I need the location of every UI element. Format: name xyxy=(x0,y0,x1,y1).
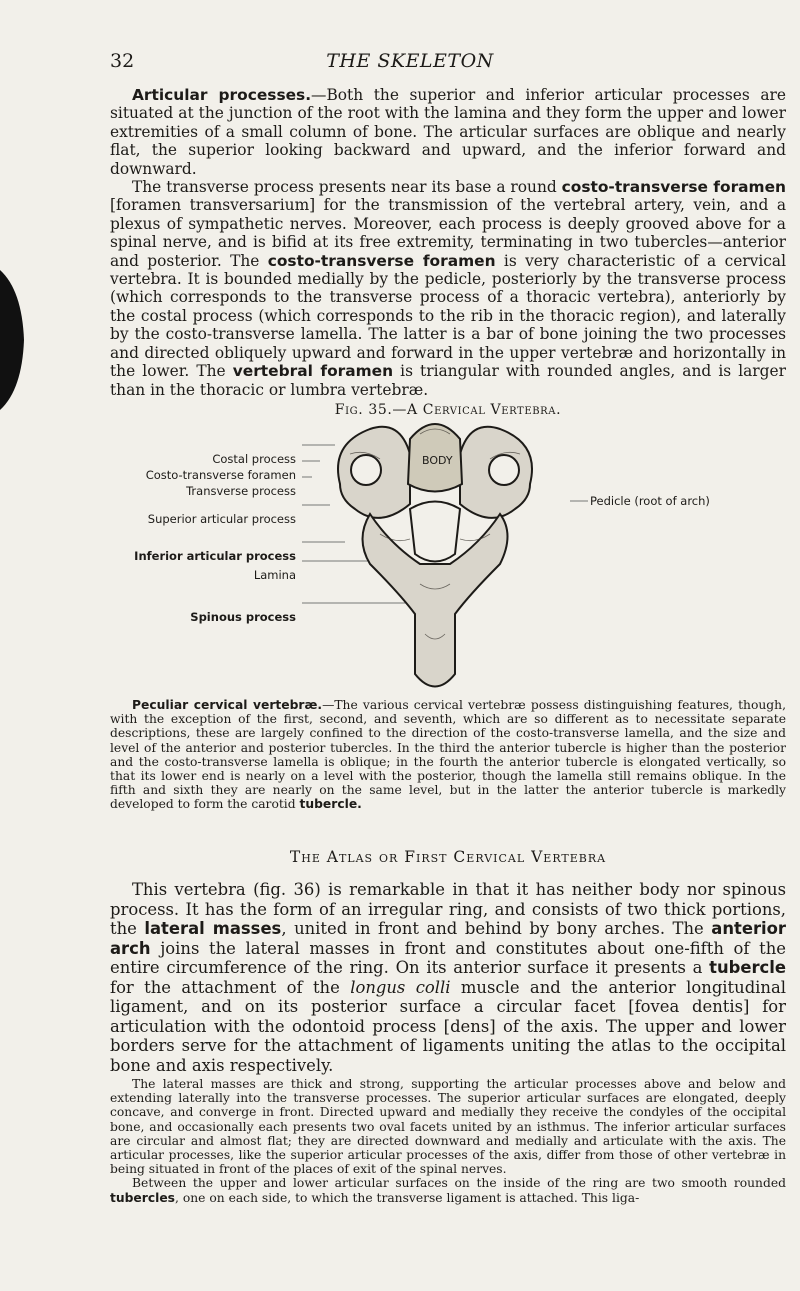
page-header xyxy=(110,50,710,74)
paragraph-peculiar-cervical: Peculiar cervical vertebræ.—The various cervical vertebræ possess distinguishing features, though, with the exception of the first, second, and seventh, which are so different as to necessitate separate descriptions, these are largely confined to the direction of the costo-transverse lamella, and the size and level of the anterior and posterior tubercles. In the third the anterior tubercle is higher than the posterior and the costo-transverse lamella is oblique; in the fourth the anterior tubercle is elongated vertically, so that its lower end is nearly on a level with the posterior, though the lamella still remains oblique. In the fifth and sixth they are nearly on the same level, but in the latter the anterior tubercle is markedly developed to form the carotid tubercle. xyxy=(110,698,786,812)
paragraph-lateral-masses: The lateral masses are thick and strong, supporting the articular processes above and below and extending laterally into the transverse processes. The superior articular surfaces are elongated, deeply concave, and converge in front. Directed upward and medially they receive the condyles of the occipital bone, and occasionally each presents two oval facets united by an isthmus. The inferior articular surfaces are circular and almost flat; they are directed downward and medially and articulate with the axis. The articular processes, like the superior articular processes of the axis, differ from those of other vertebræ in being situated in front of the places of exit of the spinal nerves. xyxy=(110,1077,786,1177)
main-text-block xyxy=(110,86,786,399)
paragraph-articular-processes: Articular processes.—Both the superior and inferior articular processes are situated at the junction of the root with the lamina and they form the upper and lower extremities of a small column of bone. The articular surfaces are oblique and nearly flat, the superior looking backward and upward, and the inferior forward and downward. xyxy=(110,86,786,178)
term-peculiar-cervical-vertebrae: Peculiar cervical vertebræ. xyxy=(132,698,323,712)
label-superior-articular-process: Superior articular process xyxy=(147,512,296,526)
label-lamina: Lamina xyxy=(253,568,296,582)
page-number: 32 xyxy=(110,50,135,72)
book-spine-shadow xyxy=(0,260,30,420)
label-transverse-process: Transverse process xyxy=(186,484,296,498)
term-carotid-tubercle: tubercle. xyxy=(299,797,362,812)
paragraph-atlas-intro: This vertebra (fig. 36) is remarkable in that it has neither body nor spinous process. It has the form of an irregular ring, and consists of two thick portions, the lateral masses, united in front and behind by bony arches. The anterior arch joins the lateral masses in front and constitutes about one-fifth of the entire circumference of the ring. On its anterior surface it presents a tubercle for the attachment of the longus colli muscle and the anterior longitudinal ligament, and on its posterior surface a circular facet [fovea dentis] for articulation with the odontoid process [dens] of the axis. The upper and lower borders serve for the attachment of ligaments uniting the atlas to the occipital bone and axis respectively. xyxy=(110,880,787,1075)
label-spinous-process: Spinous process xyxy=(190,610,296,624)
peculiar-cervical-text xyxy=(110,698,786,812)
cervical-vertebra-illustration xyxy=(270,414,600,694)
term-tubercles: tubercles xyxy=(110,1190,176,1205)
label-inferior-articular-process: Inferior articular process xyxy=(134,549,296,563)
term-articular-processes: Articular processes. xyxy=(132,86,312,104)
term-lateral-masses: lateral masses xyxy=(144,919,282,938)
label-pedicle: Pedicle (root of arch) xyxy=(590,494,710,508)
term-anterior-arch: anterior arch xyxy=(110,919,787,958)
label-costal-process: Costal process xyxy=(212,452,296,466)
label-costo-transverse-foramen: Costo-transverse foramen xyxy=(145,468,296,482)
term-longus-colli: longus colli xyxy=(350,977,451,997)
section-heading-atlas: The Atlas or First Cervical Vertebra xyxy=(289,848,607,866)
term-costo-transverse-foramen: costo-transverse foramen xyxy=(561,178,786,197)
term-vertebral-foramen: vertebral foramen xyxy=(232,362,394,381)
term-tubercle: tubercle xyxy=(709,958,786,977)
figure-caption: Fig. 35.—A Cervical Vertebra. xyxy=(334,402,562,418)
term-costo-transverse-foramen-2: costo-transverse foramen xyxy=(267,251,496,270)
running-title: THE SKELETON xyxy=(326,50,494,72)
lateral-masses-text xyxy=(110,1077,786,1205)
paragraph-tubercles: Between the upper and lower articular surfaces on the inside of the ring are two smooth rounded tubercles, one on each side, to which the transverse ligament is attached. This liga- xyxy=(110,1176,786,1205)
body-label: BODY xyxy=(422,454,453,467)
atlas-text-block xyxy=(110,880,786,1075)
paragraph-transverse-process: The transverse process presents near its base a round costo-transverse foramen [foramen transversarium] for the transmission of the vertebral artery, vein, and a plexus of sympathetic nerves. Moreover, each process is deeply grooved above for a spinal nerve, and is bifid at its free extremity, terminating in two tubercles—anterior and posterior. The costo-transverse foramen is very characteristic of a cervical vertebra. It is bounded medially by the pedicle, posteriorly by the transverse process (which corresponds to the transverse process of a thoracic vertebra), anteriorly by the costal process (which corresponds to the rib in the thoracic region), and laterally by the costo-transverse lamella. The latter is a bar of bone joining the two processes and directed obliquely upward and forward in the upper vertebræ and horizontally in the lower. The vertebral foramen is triangular with rounded angles, and is larger than in the thoracic or lumbra vertebræ. xyxy=(110,178,786,399)
